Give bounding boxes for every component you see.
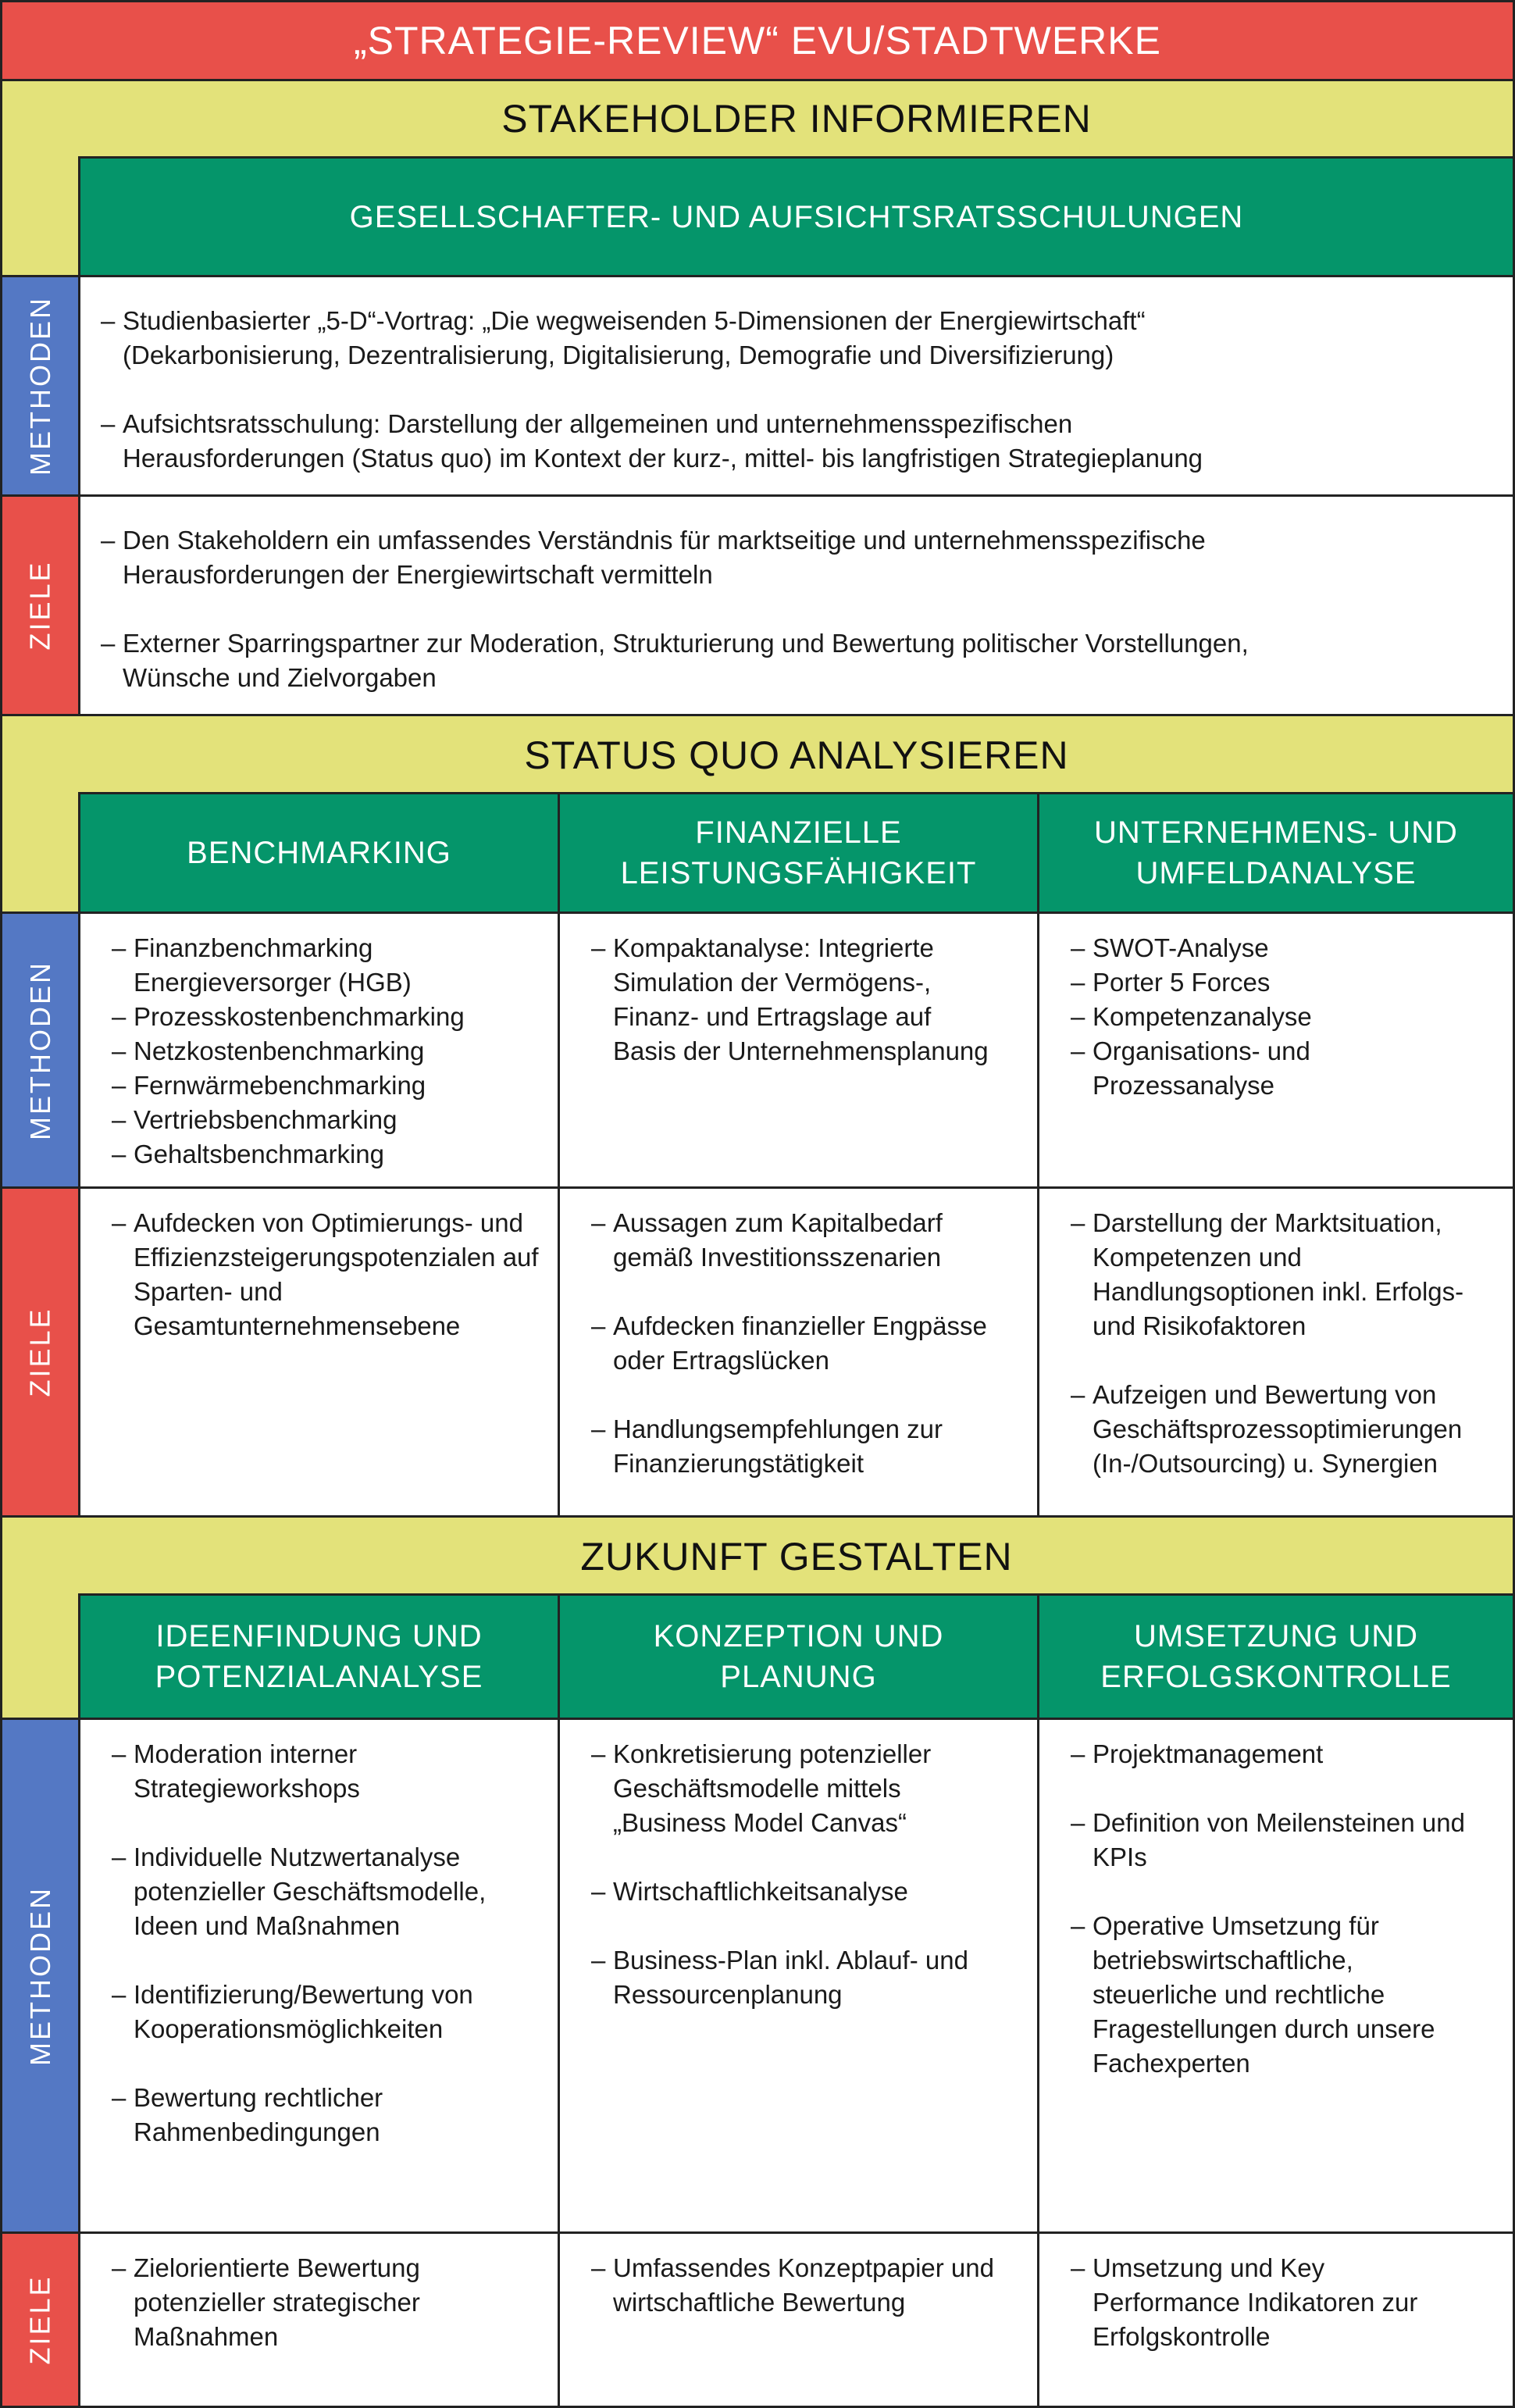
list-item: – SWOT-Analyse bbox=[1071, 931, 1494, 965]
list-item: – Aufdecken finanzieller Engpässe oder Ertragslücken bbox=[591, 1309, 1029, 1378]
list-item: – Gehaltsbenchmarking bbox=[112, 1137, 539, 1172]
list-item: – Identifizierung/Bewertung von Kooperationsmöglichkeiten bbox=[112, 1978, 508, 2046]
list-item: – Externer Sparringspartner zur Moderation, Strukturierung und Bewertung politischer Vorstellungen, Wünsche und Zielvorgaben bbox=[101, 626, 1489, 695]
list-item: – Aussagen zum Kapitalbedarf gemäß Investitionsszenarien bbox=[591, 1206, 1003, 1275]
list-item: – Aufsichtsratsschulung: Darstellung der allgemeinen und unternehmensspezifischen Herausforderungen (Status quo) im Kontext der kurz-, mittel- bis langfristigen Strategieplanung bbox=[101, 407, 1489, 476]
methods-label: METHODEN bbox=[0, 275, 80, 497]
column-header-ideenfindung: IDEENFINDUNG UND POTENZIALANALYSE bbox=[78, 1593, 560, 1720]
section-2-col-2-methods bbox=[558, 911, 1039, 1189]
list-item: – Fernwärmebenchmarking bbox=[112, 1068, 539, 1103]
list-item: – Bewertung rechtlicher Rahmenbedingungen bbox=[112, 2081, 462, 2149]
list-item: – Umsetzung und Key Performance Indikatoren zur Erfolgskontrolle bbox=[1071, 2251, 1452, 2354]
section-2-col-3-goals bbox=[1037, 1186, 1515, 1518]
section-2-col-3-methods bbox=[1037, 911, 1515, 1189]
main-title: „STRATEGIE-REVIEW“ EVU/STADTWERKE bbox=[0, 0, 1515, 81]
list-item: – Studienbasierter „5-D“-Vortrag: „Die wegweisenden 5-Dimensionen der Energiewirtschaft“ (Dekarbonisierung, Dezentralisierung, Digitalisierung, Demografie und Diversifizierung) bbox=[101, 304, 1489, 373]
list-item: – Aufzeigen und Bewertung von Geschäftsprozessoptimierungen (In-/Outsourcing) u. Synergien bbox=[1071, 1378, 1510, 1481]
list-item: – Vertriebsbenchmarking bbox=[112, 1103, 539, 1137]
section-1-methods-cell bbox=[78, 275, 1515, 497]
goals-label: ZIELE bbox=[0, 2231, 80, 2408]
section-3-col-1-methods bbox=[78, 1718, 560, 2234]
section-3-col-2-methods bbox=[558, 1718, 1039, 2234]
list-item: – Operative Umsetzung für betriebswirtschaftliche, steuerliche und rechtliche Fragestellungen durch unsere Fachexperten bbox=[1071, 1909, 1483, 2081]
section-1-goals-cell bbox=[78, 494, 1515, 716]
list-item: – Kompetenzanalyse bbox=[1071, 1000, 1494, 1034]
goals-label: ZIELE bbox=[0, 494, 80, 716]
methods-label: METHODEN bbox=[0, 911, 80, 1189]
column-header-benchmarking: BENCHMARKING bbox=[78, 792, 560, 914]
section-3-col-2-goals bbox=[558, 2231, 1039, 2408]
section-1-heading: STAKEHOLDER INFORMIEREN bbox=[501, 97, 1092, 141]
list-item: – Netzkostenbenchmarking bbox=[112, 1034, 539, 1068]
section-3-heading: ZUKUNFT GESTALTEN bbox=[580, 1535, 1013, 1579]
section-1-subheading: GESELLSCHAFTER- UND AUFSICHTSRATSSCHULUNGEN bbox=[78, 156, 1515, 277]
list-item: – Aufdecken von Optimierungs- und Effizienzsteigerungspotenzialen auf Sparten- und Gesamtunternehmensebene bbox=[112, 1206, 542, 1343]
list-item: – Konkretisierung potenzieller Geschäftsmodelle mittels „Business Model Canvas“ bbox=[591, 1737, 1003, 1840]
column-header-konzeption: KONZEPTION UND PLANUNG bbox=[558, 1593, 1039, 1720]
section-2-col-2-goals bbox=[558, 1186, 1039, 1518]
column-header-unternehmens-umfeldanalyse: UNTERNEHMENS- UND UMFELDANALYSE bbox=[1037, 792, 1515, 914]
section-2-col-1-goals bbox=[78, 1186, 560, 1518]
list-item: – Wirtschaftlichkeitsanalyse bbox=[591, 1875, 1029, 1909]
methods-label: METHODEN bbox=[0, 1718, 80, 2234]
section-3-col-3-goals bbox=[1037, 2231, 1515, 2408]
list-item: – Zielorientierte Bewertung potenzieller strategischer Maßnahmen bbox=[112, 2251, 493, 2354]
list-item: – Definition von Meilensteinen und KPIs bbox=[1071, 1806, 1499, 1875]
list-item: – Individuelle Nutzwertanalyse potenzieller Geschäftsmodelle, Ideen und Maßnahmen bbox=[112, 1840, 542, 1943]
list-item: – Finanzbenchmarking Energieversorger (HGB) bbox=[112, 931, 462, 1000]
list-item: – Prozesskostenbenchmarking bbox=[112, 1000, 539, 1034]
column-header-umsetzung: UMSETZUNG UND ERFOLGSKONTROLLE bbox=[1037, 1593, 1515, 1720]
goals-label: ZIELE bbox=[0, 1186, 80, 1518]
list-item: – Darstellung der Marktsituation, Kompetenzen und Handlungsoptionen inkl. Erfolgs- und Risikofaktoren bbox=[1071, 1206, 1510, 1343]
list-item: – Moderation interner Strategieworkshops bbox=[112, 1737, 462, 1806]
list-item: – Porter 5 Forces bbox=[1071, 965, 1494, 1000]
list-item: – Umfassendes Konzeptpapier und wirtschaftliche Bewertung bbox=[591, 2251, 1035, 2320]
list-item: – Organisations- und Prozessanalyse bbox=[1071, 1034, 1405, 1103]
section-3-col-3-methods bbox=[1037, 1718, 1515, 2234]
list-item: – Projektmanagement bbox=[1071, 1737, 1505, 1771]
section-2-col-1-methods bbox=[78, 911, 560, 1189]
section-3-col-1-goals bbox=[78, 2231, 560, 2408]
list-item: – Handlungsempfehlungen zur Finanzierungstätigkeit bbox=[591, 1412, 1003, 1481]
section-2-heading: STATUS QUO ANALYSIEREN bbox=[524, 733, 1069, 777]
list-item: – Den Stakeholdern ein umfassendes Verständnis für marktseitige und unternehmensspezifische Herausforderungen der Energiewirtschaft vermitteln bbox=[101, 523, 1489, 592]
list-item: – Business-Plan inkl. Ablauf- und Ressourcenplanung bbox=[591, 1943, 1003, 2012]
list-item: – Kompaktanalyse: Integrierte Simulation der Vermögens-, Finanz- und Ertragslage auf Basis der Unternehmensplanung bbox=[591, 931, 990, 1068]
column-header-finanzielle-leistungsfaehigkeit: FINANZIELLE LEISTUNGSFÄHIGKEIT bbox=[558, 792, 1039, 914]
